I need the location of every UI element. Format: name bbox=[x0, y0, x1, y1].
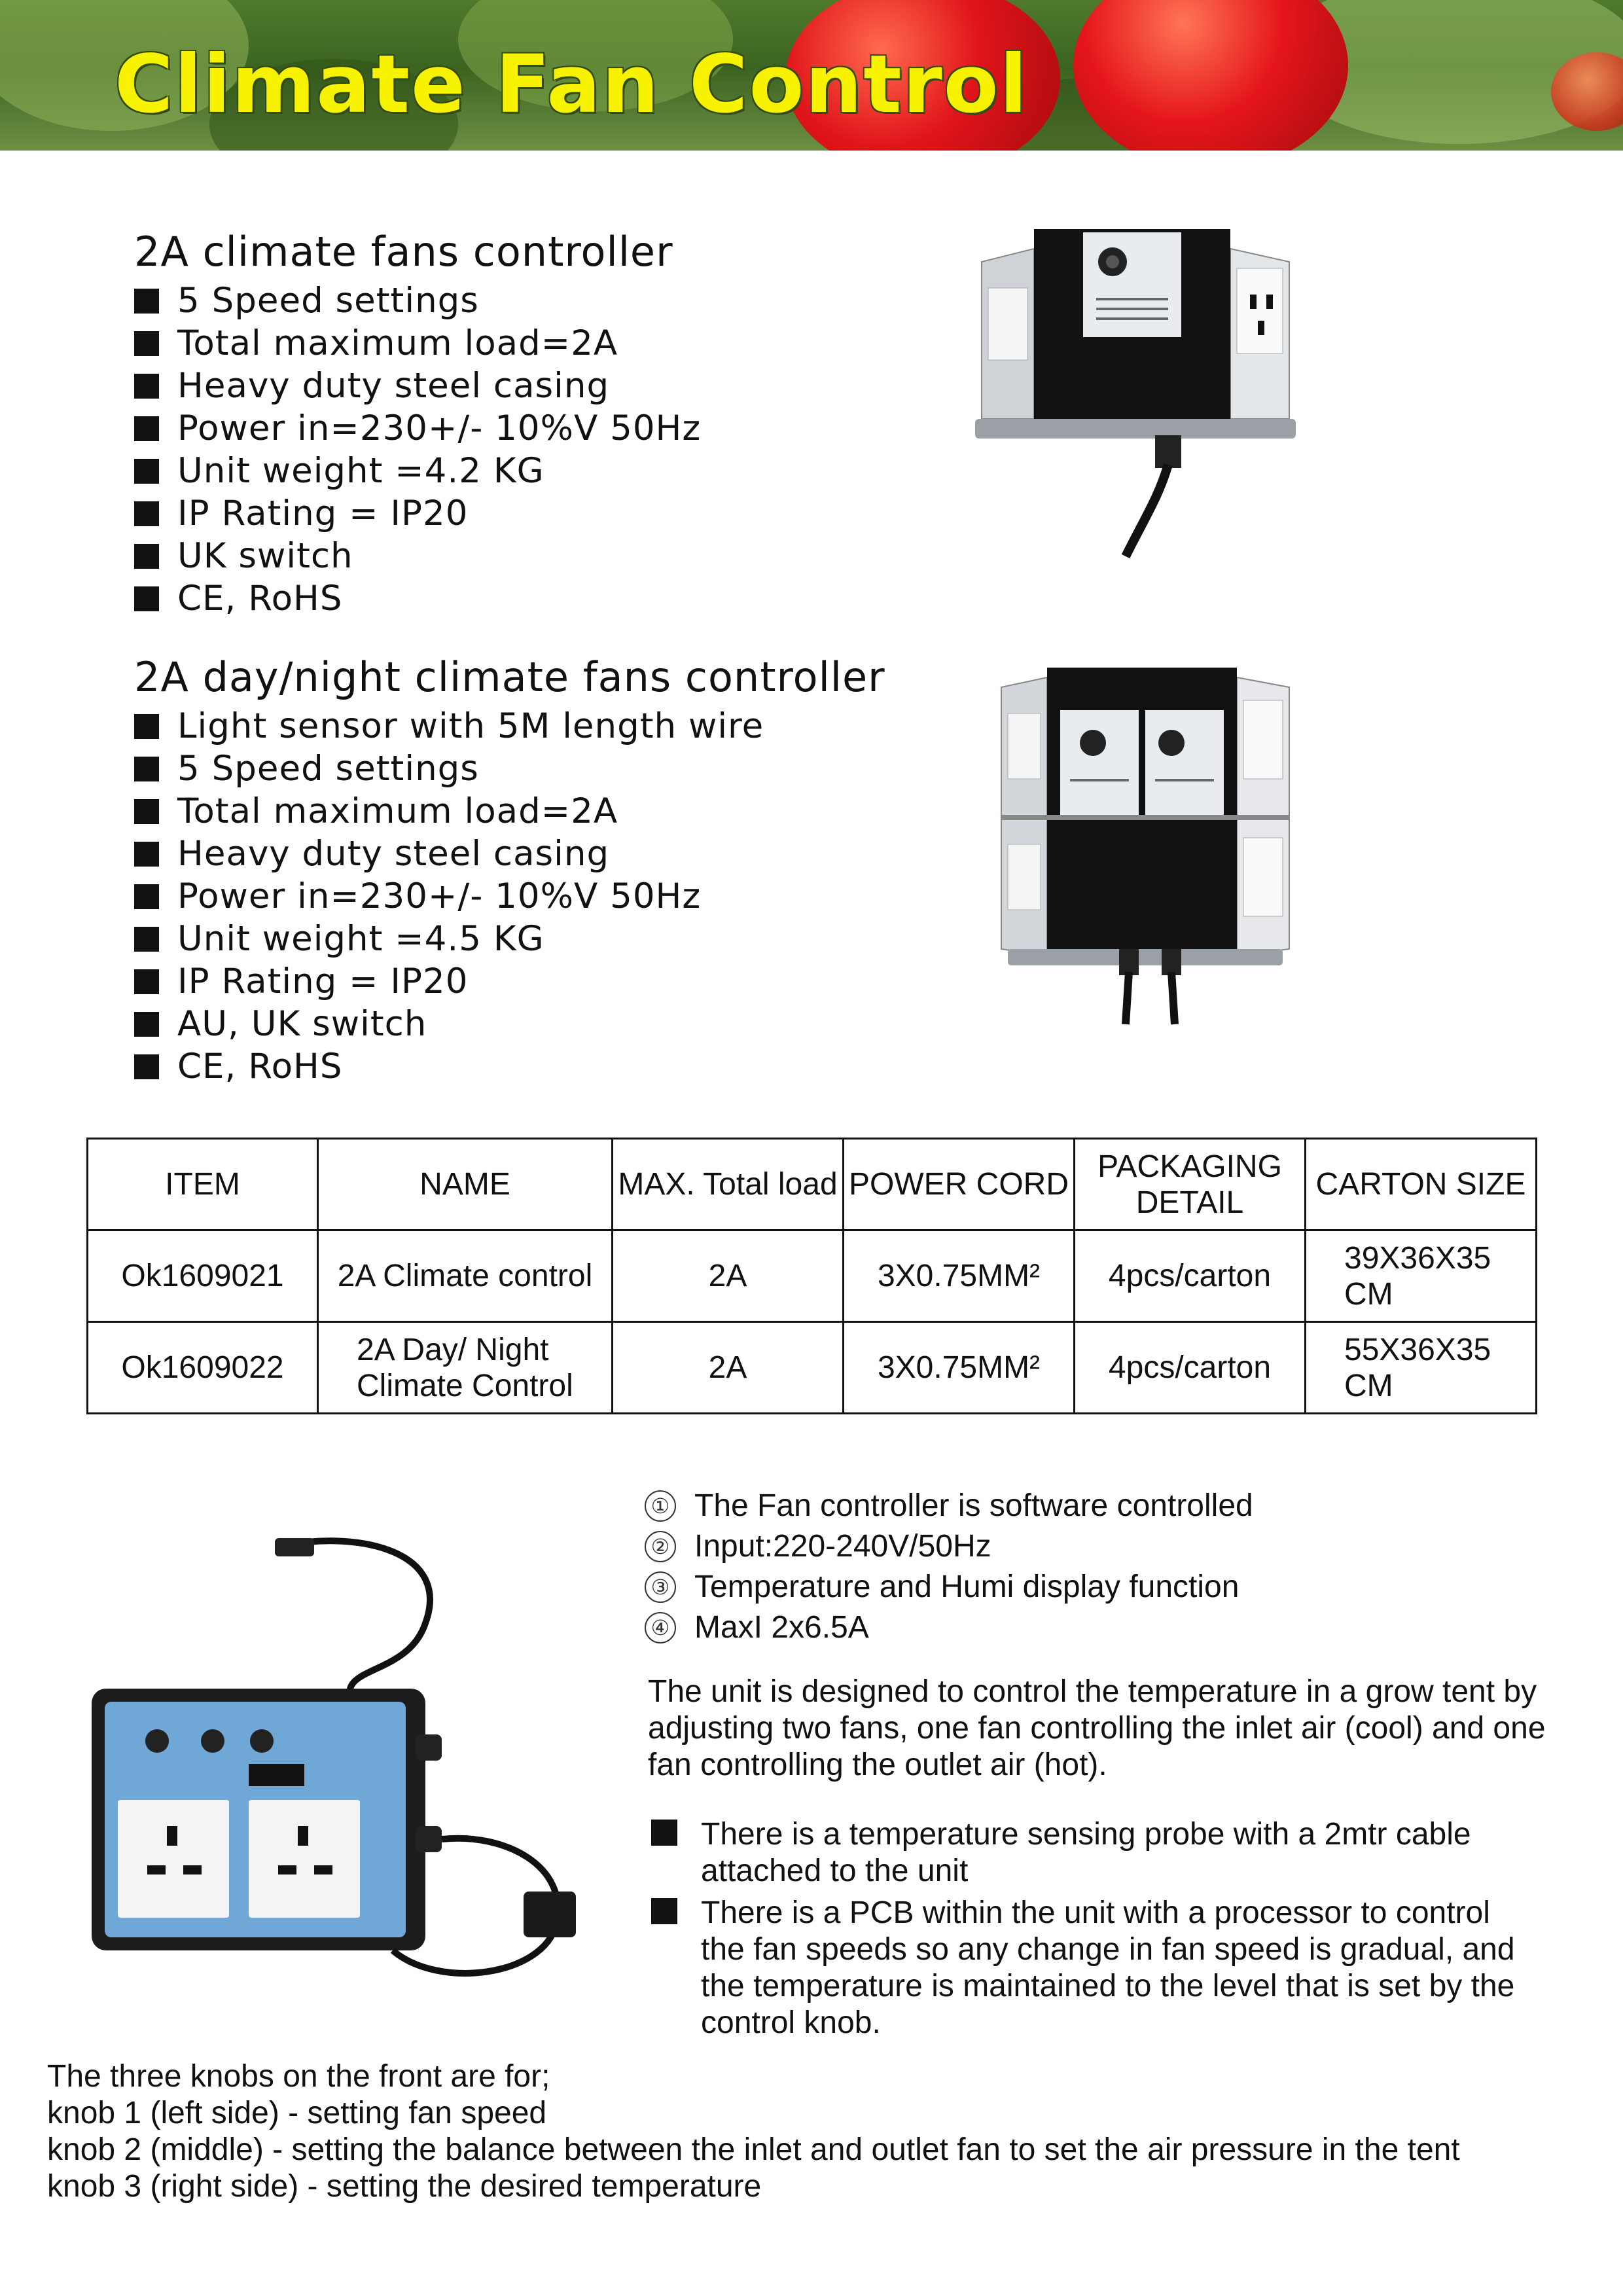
table-cell: 2A bbox=[613, 1230, 844, 1322]
single-climate-fan-controller-photo bbox=[962, 223, 1302, 563]
product-spec-1 bbox=[134, 228, 701, 620]
square-bullet-icon bbox=[134, 544, 159, 569]
knob-line: knob 2 (middle) - setting the balance between the inlet and outlet fan to set the air pressure in the tent bbox=[47, 2132, 1460, 2167]
numbered-feature-list bbox=[645, 1486, 1253, 1648]
list-item: ④ MaxI 2x6.5A bbox=[645, 1607, 1253, 1648]
table-cell: 2A Climate control bbox=[318, 1230, 613, 1322]
list-item: Heavy duty steel casing bbox=[134, 833, 885, 875]
column-header: PACKAGING DETAIL bbox=[1075, 1139, 1306, 1230]
list-item: There is a temperature sensing probe with a 2mtr cable attached to the unit bbox=[651, 1816, 1522, 1890]
list-item: 5 Speed settings bbox=[134, 279, 701, 322]
table-cell: Ok1609022 bbox=[88, 1322, 318, 1414]
list-item: AU, UK switch bbox=[134, 1003, 885, 1045]
table-cell: 2A Day/ Night Climate Control bbox=[318, 1322, 613, 1414]
number-marker: ① bbox=[645, 1490, 676, 1522]
tomato-image bbox=[1073, 0, 1348, 151]
column-header: POWER CORD bbox=[844, 1139, 1075, 1230]
feature-list bbox=[134, 279, 701, 620]
list-item: ③ Temperature and Humi display function bbox=[645, 1567, 1253, 1607]
list-item: IP Rating = IP20 bbox=[134, 960, 885, 1003]
list-item: Unit weight =4.2 KG bbox=[134, 450, 701, 492]
list-item: Light sensor with 5M length wire bbox=[134, 705, 885, 747]
square-bullet-icon bbox=[134, 884, 159, 909]
square-bullet-icon bbox=[134, 969, 159, 994]
feature-list bbox=[134, 705, 885, 1088]
square-bullet-icon bbox=[651, 1898, 677, 1924]
header-banner bbox=[0, 0, 1623, 151]
list-item: ① The Fan controller is software controlled bbox=[645, 1486, 1253, 1526]
column-header: CARTON SIZE bbox=[1306, 1139, 1537, 1230]
square-bullet-icon bbox=[134, 1054, 159, 1079]
list-item: UK switch bbox=[134, 535, 701, 577]
table-cell: 39X36X35 CM bbox=[1306, 1230, 1537, 1322]
knobs-intro: The three knobs on the front are for; bbox=[47, 2059, 550, 2094]
table-row bbox=[88, 1322, 1537, 1414]
day-night-climate-fan-controller-photo bbox=[995, 661, 1296, 1028]
list-item: Total maximum load=2A bbox=[134, 790, 885, 833]
list-item: CE, RoHS bbox=[134, 1045, 885, 1088]
table-cell: 4pcs/carton bbox=[1075, 1230, 1306, 1322]
list-item: Heavy duty steel casing bbox=[134, 365, 701, 407]
product-heading: 2A climate fans controller bbox=[134, 228, 673, 276]
list-item: ② Input:220-240V/50Hz bbox=[645, 1526, 1253, 1567]
knob-line: knob 3 (right side) - setting the desired temperature bbox=[47, 2169, 762, 2204]
bullet-list bbox=[651, 1816, 1522, 2047]
table-row bbox=[88, 1230, 1537, 1322]
digital-temperature-fan-controller-photo bbox=[85, 1525, 609, 1996]
list-item: Total maximum load=2A bbox=[134, 322, 701, 365]
column-header: MAX. Total load bbox=[613, 1139, 844, 1230]
knob-description bbox=[47, 2058, 1460, 2205]
square-bullet-icon bbox=[134, 289, 159, 314]
square-bullet-icon bbox=[134, 842, 159, 867]
square-bullet-icon bbox=[134, 927, 159, 952]
square-bullet-icon bbox=[134, 757, 159, 781]
column-header: NAME bbox=[318, 1139, 613, 1230]
table-cell: Ok1609021 bbox=[88, 1230, 318, 1322]
column-header: ITEM bbox=[88, 1139, 318, 1230]
number-marker: ④ bbox=[645, 1612, 676, 1643]
square-bullet-icon bbox=[134, 1012, 159, 1037]
list-item: IP Rating = IP20 bbox=[134, 492, 701, 535]
square-bullet-icon bbox=[134, 331, 159, 356]
list-item: 5 Speed settings bbox=[134, 747, 885, 790]
table-cell: 2A bbox=[613, 1322, 844, 1414]
description-paragraph: The unit is designed to control the temperature in a grow tent by adjusting two fans, one fan controlling the inlet air (cool) and one fan controlling the outlet air (hot). bbox=[648, 1674, 1546, 1782]
product-heading: 2A day/night climate fans controller bbox=[134, 653, 885, 701]
list-item: CE, RoHS bbox=[134, 577, 701, 620]
page-title: Climate Fan Control bbox=[115, 38, 1029, 131]
table-cell: 4pcs/carton bbox=[1075, 1322, 1306, 1414]
square-bullet-icon bbox=[651, 1820, 677, 1846]
square-bullet-icon bbox=[134, 799, 159, 824]
number-marker: ③ bbox=[645, 1571, 676, 1603]
table-cell: 55X36X35 CM bbox=[1306, 1322, 1537, 1414]
square-bullet-icon bbox=[134, 374, 159, 399]
square-bullet-icon bbox=[134, 501, 159, 526]
table-cell: 3X0.75MM² bbox=[844, 1322, 1075, 1414]
square-bullet-icon bbox=[134, 416, 159, 441]
table-cell: 3X0.75MM² bbox=[844, 1230, 1075, 1322]
product-spec-2 bbox=[134, 653, 885, 1088]
product-spec-table bbox=[86, 1138, 1537, 1414]
knob-line: knob 1 (left side) - setting fan speed bbox=[47, 2096, 547, 2130]
square-bullet-icon bbox=[134, 586, 159, 611]
list-item: Power in=230+/- 10%V 50Hz bbox=[134, 407, 701, 450]
table-header-row bbox=[88, 1139, 1537, 1230]
list-item: Power in=230+/- 10%V 50Hz bbox=[134, 875, 885, 918]
list-item: There is a PCB within the unit with a processor to control the fan speeds so any change in fan speed is gradual, and the temperature is maintained to the level that is set by the control knob. bbox=[651, 1895, 1522, 2041]
number-marker: ② bbox=[645, 1531, 676, 1562]
square-bullet-icon bbox=[134, 459, 159, 484]
square-bullet-icon bbox=[134, 714, 159, 739]
list-item: Unit weight =4.5 KG bbox=[134, 918, 885, 960]
